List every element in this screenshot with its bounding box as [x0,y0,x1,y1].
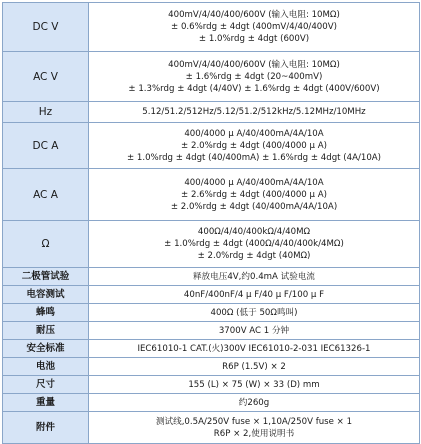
row-battery [3,358,420,376]
value-line: 测试线,0.5A/250V fuse × 1,10A/250V fuse × 1 [155,416,353,427]
value-line: ± 2.0%rdg ± 4dgt (400/4000 μ A) [181,140,327,151]
row-weight [3,394,420,412]
label-dc-a: DC A [3,123,89,169]
value-line: ± 2.0%rdg ± 4dgt (40/400mA/4A/10A) [170,201,338,212]
value-dimensions [89,376,420,394]
row-buzzer [3,304,420,322]
row-dimensions [3,376,420,394]
value-ohm [89,221,420,268]
label-diode-test: 二极管试验 [3,268,89,286]
value-line: ± 0.6%rdg ± 4dgt (400mV/4/40/400V) [171,22,337,32]
value-line: 40nF/400nF/4 μ F/40 μ F/100 μ F [183,289,325,300]
row-withstand-voltage [3,322,420,340]
row-capacitance [3,286,420,304]
row-ac-v [3,52,420,102]
label-battery: 电池 [3,358,89,376]
value-line: R6P × 2,使用说明书 [213,428,295,439]
value-dc-a [89,123,420,169]
value-line: 5.12/51.2/512Hz/5.12/51.2/512kHz/5.12MHz/10MHz [142,107,366,117]
value-buzzer [89,304,420,322]
value-line: R6P (1.5V) × 2 [222,361,286,372]
label-hz: Hz [3,102,89,123]
label-ohm: Ω [3,221,89,268]
value-weight [89,394,420,412]
spec-table [2,2,420,444]
label-capacitance: 电容测试 [3,286,89,304]
value-ac-a [89,169,420,221]
value-line: 400Ω (低于 50Ω鸣叫) [210,307,298,318]
value-line: ± 1.3%rdg ± 4dgt (4/40V) ± 1.6%rdg ± 4dgt (400V/600V) [128,83,380,94]
label-ac-a: AC A [3,169,89,221]
value-line: 400/4000 μ A/40/400mA/4A/10A [184,177,324,188]
label-buzzer: 蜂鸣 [3,304,89,322]
row-dc-a [3,123,420,169]
label-safety-standard: 安全标准 [3,340,89,358]
row-accessories [3,412,420,444]
value-line: IEC61010-1 CAT.(火)300V IEC61010-2-031 IEC61326-1 [137,343,371,354]
value-line: 3700V AC 1 分钟 [218,325,290,336]
value-withstand-voltage [89,322,420,340]
value-safety-standard [89,340,420,358]
value-line: ± 2.0%rdg ± 4dgt (40MΩ) [197,251,311,261]
value-line: ± 1.0%rdg ± 4dgt (600V) [198,34,310,44]
value-line: 155 (L) × 75 (W) × 33 (D) mm [188,379,320,390]
label-withstand-voltage: 耐压 [3,322,89,340]
value-hz [89,102,420,123]
row-ohm [3,221,420,268]
value-line: ± 1.0%rdg ± 4dgt (40/400mA) ± 1.6%rdg ± 4dgt (4A/10A) [126,152,382,163]
value-line: 释放电压4V,约0.4mA 试验电流 [192,271,316,282]
label-accessories: 附件 [3,412,89,444]
value-diode-test [89,268,420,286]
row-ac-a [3,169,420,221]
spec-table-wrapper [2,2,419,439]
value-line: ± 2.6%rdg ± 4dgt (400/4000 μ A) [181,189,327,200]
value-ac-v [89,52,420,102]
value-line: 400mV/4/40/400/600V (输入电阻: 10MΩ) [168,59,340,70]
value-line: 400mV/4/40/400/600V (输入电阻: 10MΩ) [168,10,340,20]
label-weight: 重量 [3,394,89,412]
row-safety-standard [3,340,420,358]
value-line: 约260g [238,397,270,408]
value-dc-v [89,3,420,52]
value-line: 400Ω/4/40/400kΩ/4/40MΩ [197,227,311,237]
value-battery [89,358,420,376]
row-dc-v [3,3,420,52]
value-line: 400/4000 μ A/40/400mA/4A/10A [184,128,324,139]
value-line: ± 1.0%rdg ± 4dgt (400Ω/4/40/400k/4MΩ) [164,239,344,249]
row-diode-test [3,268,420,286]
label-dc-v: DC V [3,3,89,52]
label-ac-v: AC V [3,52,89,102]
value-accessories [89,412,420,444]
value-capacitance [89,286,420,304]
row-hz [3,102,420,123]
value-line: ± 1.6%rdg ± 4dgt (20~400mV) [185,71,323,82]
label-dimensions: 尺寸 [3,376,89,394]
